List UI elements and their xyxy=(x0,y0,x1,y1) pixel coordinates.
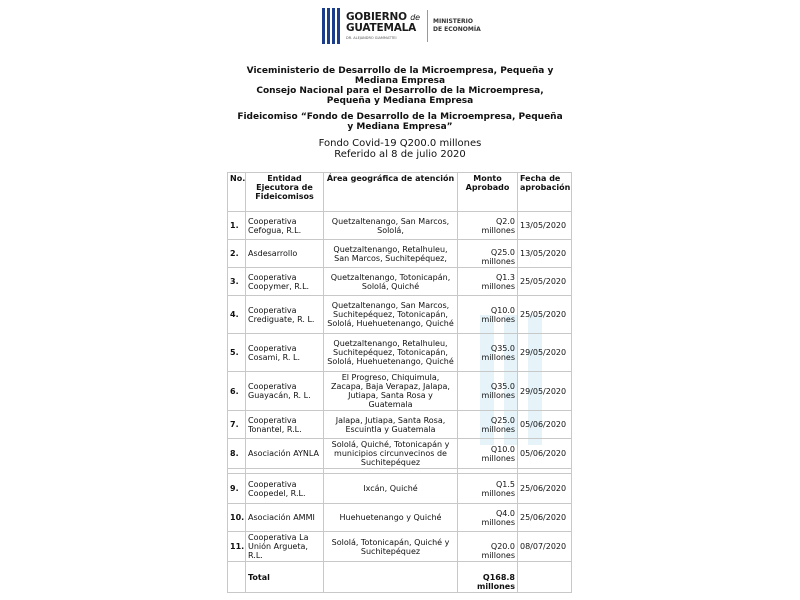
logo-de: de xyxy=(410,13,420,22)
cell-monto: Q1.3 millones xyxy=(458,268,518,296)
total-label: Total xyxy=(246,562,324,593)
cell-no: 9. xyxy=(228,474,246,504)
cell-fecha: 05/06/2020 xyxy=(518,439,572,469)
logo-wordmark xyxy=(346,12,420,34)
cell-area: Ixcán, Quiché xyxy=(324,474,458,504)
cell-monto: Q35.0 millones xyxy=(458,372,518,411)
cell-no: 1. xyxy=(228,212,246,240)
fund-heading xyxy=(220,138,580,160)
cell-area: Quetzaltenango, Totonicapán, Sololá, Quiché xyxy=(324,268,458,296)
cell-fecha: 25/05/2020 xyxy=(518,268,572,296)
cell-no: 6. xyxy=(228,372,246,411)
consejo-line2: Pequeña y Mediana Empresa xyxy=(326,96,474,106)
cell-fecha: 25/05/2020 xyxy=(518,296,572,334)
cell-entidad: Cooperativa La Unión Argueta, R.L. xyxy=(246,532,324,562)
cell-area: Jalapa, Jutiapa, Santa Rosa, Escuintla y Guatemala xyxy=(324,411,458,439)
cell-monto: Q2.0 millones xyxy=(458,212,518,240)
ministry-line2: DE ECONOMÍA xyxy=(433,26,481,33)
total-empty-cell xyxy=(324,562,458,593)
header-no: No. xyxy=(228,173,246,212)
cell-entidad: Asdesarrollo xyxy=(246,240,324,268)
cell-fecha: 29/05/2020 xyxy=(518,334,572,372)
vice-line2: Mediana Empresa xyxy=(354,76,446,86)
cell-monto: Q10.0 millones xyxy=(458,296,518,334)
cell-monto: Q35.0 millones xyxy=(458,334,518,372)
cell-area: Quetzaltenango, Retalhuleu, San Marcos, Suchitepéquez, xyxy=(324,240,458,268)
cell-no: 2. xyxy=(228,240,246,268)
cell-no: 11. xyxy=(228,532,246,562)
table-row xyxy=(228,411,572,439)
table-row xyxy=(228,268,572,296)
cell-monto: Q10.0 millones xyxy=(458,439,518,469)
cell-monto: Q25.0 millones xyxy=(458,240,518,268)
cell-no: 5. xyxy=(228,334,246,372)
cell-entidad: Asociación AYNLA xyxy=(246,439,324,469)
logo-divider xyxy=(427,10,428,42)
cell-no: 7. xyxy=(228,411,246,439)
header-monto: Monto Aprobado xyxy=(458,173,518,212)
logo-line2: GUATEMALA xyxy=(346,22,417,34)
cell-entidad: Cooperativa Crediguate, R. L. xyxy=(246,296,324,334)
fide-line2: y Mediana Empresa” xyxy=(347,122,453,132)
cell-monto: Q20.0 millones xyxy=(458,532,518,562)
cell-area: El Progreso, Chiquimula, Zacapa, Baja Verapaz, Jalapa, Jutiapa, Santa Rosa y Guatemala xyxy=(324,372,458,411)
cell-entidad: Asociación AMMI xyxy=(246,504,324,532)
total-empty-cell xyxy=(518,562,572,593)
cell-fecha: 25/06/2020 xyxy=(518,504,572,532)
header-area: Área geográfica de atención xyxy=(324,173,458,212)
vice-line1: Viceministerio de Desarrollo de la Microempresa, Pequeña y xyxy=(246,66,554,76)
fondo-line1: Fondo Covid-19 Q200.0 millones xyxy=(318,138,482,149)
cell-fecha: 29/05/2020 xyxy=(518,372,572,411)
ministry-name xyxy=(433,18,481,34)
ministry-line1: MINISTERIO xyxy=(433,18,473,25)
cell-no: 10. xyxy=(228,504,246,532)
cell-no: 3. xyxy=(228,268,246,296)
total-empty-cell xyxy=(228,562,246,593)
cell-fecha: 05/06/2020 xyxy=(518,411,572,439)
table-row xyxy=(228,240,572,268)
cell-fecha: 08/07/2020 xyxy=(518,532,572,562)
approvals-table xyxy=(227,172,572,593)
cell-entidad: Cooperativa Cefogua, R.L. xyxy=(246,212,324,240)
cell-entidad: Cooperativa Cosami, R. L. xyxy=(246,334,324,372)
table-row xyxy=(228,372,572,411)
fondo-line2: Referido al 8 de julio 2020 xyxy=(334,149,466,160)
header-entidad: Entidad Ejecutora de Fideicomisos xyxy=(246,173,324,212)
cell-area: Huehuetenango y Quiché xyxy=(324,504,458,532)
cell-entidad: Cooperativa Guayacán, R. L. xyxy=(246,372,324,411)
cell-no: 8. xyxy=(228,439,246,469)
table-row xyxy=(228,439,572,469)
fideicomiso-heading xyxy=(220,112,580,132)
fide-line1: Fideicomiso “Fondo de Desarrollo de la Microempresa, Pequeña xyxy=(237,112,563,122)
vice-ministry-heading xyxy=(220,66,580,106)
cell-area: Quetzaltenango, San Marcos, Sololá, xyxy=(324,212,458,240)
cell-fecha: 13/05/2020 xyxy=(518,212,572,240)
cell-entidad: Cooperativa Coopedel, R.L. xyxy=(246,474,324,504)
logo-subtitle: DR. ALEJANDRO GIAMMATTEI xyxy=(346,36,397,40)
table-row xyxy=(228,504,572,532)
cell-fecha: 25/06/2020 xyxy=(518,474,572,504)
cell-no: 4. xyxy=(228,296,246,334)
logo-line1: GOBIERNO xyxy=(346,11,407,23)
cell-monto: Q1.5 millones xyxy=(458,474,518,504)
cell-monto: Q25.0 millones xyxy=(458,411,518,439)
table-row xyxy=(228,296,572,334)
total-value: Q168.8 millones xyxy=(458,562,518,593)
table-row xyxy=(228,334,572,372)
cell-area: Sololá, Totonicapán, Quiché y Suchitepéquez xyxy=(324,532,458,562)
cell-fecha: 13/05/2020 xyxy=(518,240,572,268)
logo-bars-icon xyxy=(322,8,342,44)
table-row xyxy=(228,532,572,562)
cell-area: Sololá, Quiché, Totonicapán y municipios circunvecinos de Suchitepéquez xyxy=(324,439,458,469)
table-row xyxy=(228,212,572,240)
cell-area: Quetzaltenango, Retalhuleu, Suchitepéquez, Totonicapán, Sololá, Huehuetenango, Quiché xyxy=(324,334,458,372)
table-header-row xyxy=(228,173,572,212)
table-total-row xyxy=(228,562,572,593)
header-fecha: Fecha de aprobación xyxy=(518,173,572,212)
cell-entidad: Cooperativa Tonantel, R.L. xyxy=(246,411,324,439)
cell-area: Quetzaltenango, San Marcos, Suchitepéquez, Totonicapán, Sololá, Huehuetenango, Quiché xyxy=(324,296,458,334)
table-row xyxy=(228,474,572,504)
cell-monto: Q4.0 millones xyxy=(458,504,518,532)
government-logo xyxy=(322,8,492,44)
cell-entidad: Cooperativa Coopymer, R.L. xyxy=(246,268,324,296)
consejo-line1: Consejo Nacional para el Desarrollo de la Microempresa, xyxy=(256,86,544,96)
